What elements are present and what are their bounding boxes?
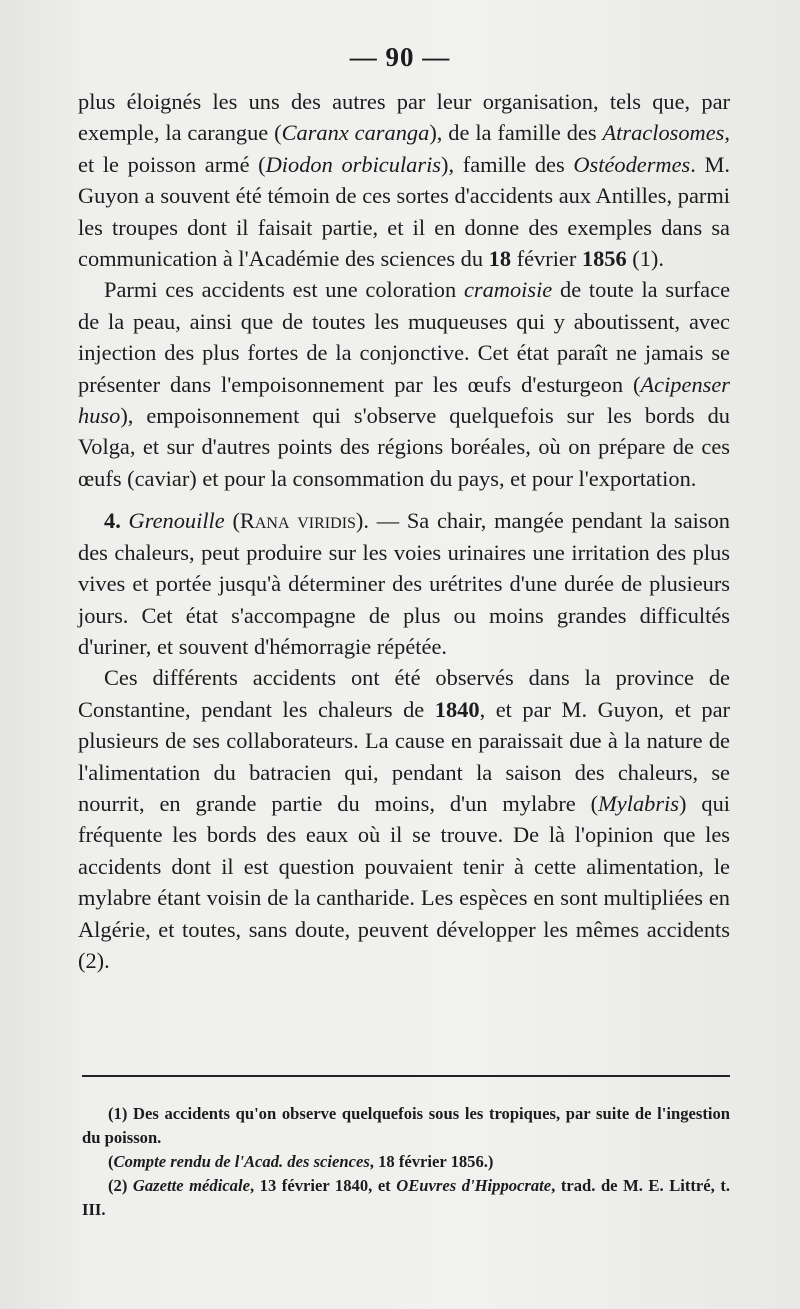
text-run: plus éloignés les uns des autres par leur organisation, tels que, par exemple, la carangue ( (78, 89, 730, 146)
footnote-2 (82, 1174, 730, 1222)
species-name: Rana viridis (239, 508, 356, 534)
emphasis: cramoisie (463, 277, 553, 303)
text-run: (1) Des accidents qu'on observe quelquefois sous les tropiques, par suite de l'ingestion du poisson. (82, 1104, 730, 1147)
year-number: 1856 (581, 246, 627, 272)
paragraph-3 (78, 505, 730, 662)
text-run: Ces différents accidents ont été observés dans la province de Constantine, pendant les chaleurs de (78, 665, 730, 722)
species-name: Diodon orbicularis (265, 151, 442, 177)
date-number: 18 (488, 246, 512, 272)
text-run: ( (108, 1152, 114, 1171)
text-run: , 13 février 1840, et (249, 1176, 397, 1195)
footnote-1 (82, 1102, 730, 1150)
species-name: Mylabris (598, 790, 679, 816)
text-run: ) qui fréquente les bords des eaux où il se trouve. De là l'opinion que les accidents dont il est question pouvaient tenir à cette alimentation, le mylabre étant voisin de la cantharide. Les espèces en sont multipliées en Algérie, et toutes, sans doute, peuvent développer les mêmes accidents (2). (78, 790, 730, 973)
text-run: (2) (108, 1176, 133, 1195)
text-run: ). — Sa chair, mangée pendant la saison des chaleurs, peut produire sur les voies urinaires une irritation des plus vives et portée jusqu'à déterminer des urétrites d'une durée de plusieurs jours. Cet état s'accompagne de plus ou moins grandes difficultés d'uriner, et souvent d'hémorragie répétée. (78, 508, 730, 659)
species-name: Caranx caranga (281, 120, 430, 146)
paragraph-1 (78, 86, 730, 274)
text-run: de toute la surface de la peau, ainsi que de toutes les muqueuses qui y aboutissent, avec injection des plus fortes de la conjonctive. Cet état paraît ne jamais se présenter dans l'empoisonnement par les œufs d'esturgeon ( (78, 277, 731, 397)
text-run: . M. Guyon a souvent été témoin de ces sortes d'accidents aux Antilles, parmi les troupes dont il faisait partie, et il en donne des exemples dans sa communication à l'Académie des sciences du (78, 151, 731, 272)
paragraph-4 (78, 662, 730, 976)
footnotes (82, 1102, 730, 1222)
family-name: Atraclosomes (602, 120, 725, 146)
source-title: Compte rendu de l'Acad. des sciences (113, 1152, 370, 1171)
main-text (78, 86, 730, 976)
text-run: , 18 février 1856.) (369, 1152, 494, 1171)
text-run: ), empoisonnement qui s'observe quelquefois sur les bords du Volga, et sur d'autres points des régions boréales, où on prépare de ces œufs (caviar) et pour la consommation du pays, et pour l'exportation. (78, 403, 730, 491)
page-number: — 90 — (349, 42, 451, 72)
footnote-1-source (82, 1150, 730, 1174)
source-title: Gazette médicale (132, 1176, 250, 1195)
family-name: Ostéodermes (573, 151, 691, 177)
paragraph-2 (78, 274, 730, 494)
text-run: Parmi ces accidents est une coloration (104, 277, 464, 303)
year-number: 1840 (434, 696, 480, 722)
footnote-divider (82, 1075, 730, 1077)
section-number: 4. (104, 508, 121, 534)
source-title: OEuvres d'Hippocrate (396, 1176, 552, 1195)
text-run: ), de la famille des (429, 120, 603, 146)
text-run: , et par M. Guyon, et par plusieurs de ses collaborateurs. La cause en paraissait due à la nature de l'alimentation du batracien qui, pendant la saison des chaleurs, se nourrit, en grande partie du moins, d'un mylabre ( (78, 696, 730, 816)
text-run: ), famille des (441, 151, 574, 177)
text-run: ( (224, 508, 240, 534)
text-run: , trad. de M. E. Littré, t. III. (82, 1176, 731, 1219)
text-run: , et le poisson armé ( (78, 120, 730, 177)
text-run: (1). (626, 246, 664, 272)
species-name: Acipenser huso (78, 371, 730, 429)
section-heading: Grenouille (128, 508, 225, 534)
text-run: février (511, 246, 582, 272)
